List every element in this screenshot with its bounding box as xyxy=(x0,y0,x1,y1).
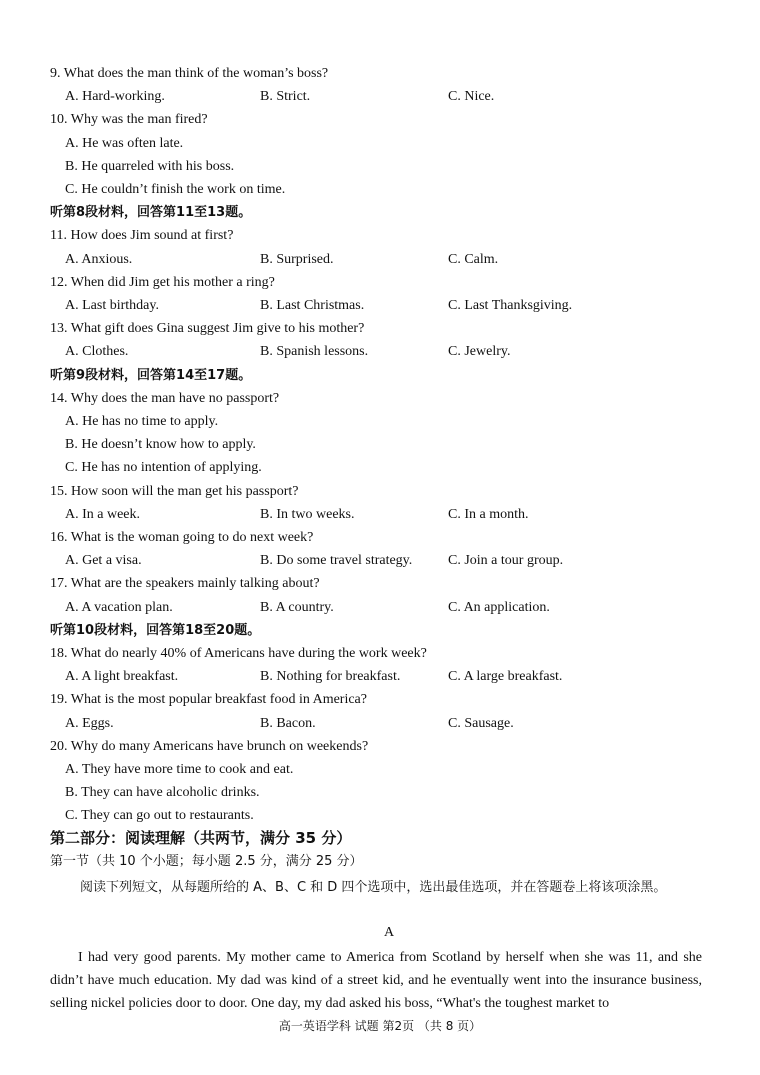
option-b: B. They can have alcoholic drinks. xyxy=(65,785,260,801)
option-b: B. He quarreled with his boss. xyxy=(65,158,235,174)
option-a: A. He has no time to apply. xyxy=(65,414,219,429)
option-b: B. He doesn’t know how to apply. xyxy=(65,437,256,453)
question-stem: 19. What is the most popular breakfast food in America? xyxy=(50,692,367,708)
part2-subtitle: 第一节（共 10 个小题；每小题 2.5 分，满分 25 分） xyxy=(50,854,363,869)
option-a: A. In a week. xyxy=(65,506,141,522)
option-b: B. Nothing for breakfast. xyxy=(260,669,401,685)
question-stem: 18. What do nearly 40% of Americans have during the work week? xyxy=(50,646,427,661)
option-a: A. A vacation plan. xyxy=(65,599,173,615)
option-a: A. Clothes. xyxy=(65,344,129,360)
option-a: A. Anxious. xyxy=(65,251,133,267)
option-c: C. They can go out to restaurants. xyxy=(65,808,254,824)
option-a: A. Last birthday. xyxy=(65,298,159,313)
page-footer: 高一英语学科 试题 第2页 （共 8 页） xyxy=(278,1019,482,1033)
option-a: A. Hard-working. xyxy=(65,89,165,105)
question-stem: 12. When did Jim get his mother a ring? xyxy=(50,274,275,290)
option-b: B. A country. xyxy=(260,599,334,615)
reading-instruction: 阅读下列短文，从每题所给的 A、B、C 和 D 四个选项中，选出最佳选项，并在答题卷上将该项涂黑。 xyxy=(80,880,667,895)
section-heading: 听第8段材料，回答第11至13题。 xyxy=(50,205,252,221)
option-a: A. Eggs. xyxy=(65,715,114,731)
option-c: C. Last Thanksgiving. xyxy=(448,298,573,313)
option-b: B. Spanish lessons. xyxy=(260,344,369,360)
option-c: C. A large breakfast. xyxy=(448,669,563,685)
section-heading: 听第9段材料，回答第14至17题。 xyxy=(50,367,252,383)
question-stem: 13. What gift does Gina suggest Jim give to his mother? xyxy=(50,321,365,337)
question-stem: 10. Why was the man fired? xyxy=(50,112,208,128)
passage-paragraph: I had very good parents. My mother came to America from Scotland by herself when she was 11, and she didn’t have much education. My dad was kind of a street kid, and he eventually went into the insurance business, selling nickel policies door to door. One day, my dad asked his boss, “What's the toughest market to xyxy=(50,950,702,1011)
option-c: C. He couldn’t finish the work on time. xyxy=(65,182,286,197)
passage-label: A xyxy=(384,925,395,940)
question-stem: 11. How does Jim sound at first? xyxy=(50,228,234,244)
question-stem: 20. Why do many Americans have brunch on weekends? xyxy=(50,738,369,754)
part2-title: 第二部分：阅读理解（共两节，满分 35 分） xyxy=(50,829,352,847)
option-a: A. He was often late. xyxy=(65,135,184,151)
option-a: A. A light breakfast. xyxy=(65,669,179,685)
option-c: C. Nice. xyxy=(448,89,495,105)
option-c: C. Jewelry. xyxy=(448,344,511,360)
option-b: B. Bacon. xyxy=(260,715,316,731)
option-c: C. Calm. xyxy=(448,251,499,267)
option-c: C. Sausage. xyxy=(448,715,514,731)
question-stem: 15. How soon will the man get his passport? xyxy=(50,483,299,499)
option-b: B. Last Christmas. xyxy=(260,298,365,313)
option-b: B. Do some travel strategy. xyxy=(260,553,413,569)
option-b: B. In two weeks. xyxy=(260,506,355,522)
question-stem: 16. What is the woman going to do next week? xyxy=(50,530,314,545)
option-b: B. Surprised. xyxy=(260,251,334,267)
question-stem: 14. Why does the man have no passport? xyxy=(50,390,280,406)
option-c: C. He has no intention of applying. xyxy=(65,460,262,476)
option-a: A. Get a visa. xyxy=(65,553,142,569)
option-b: B. Strict. xyxy=(260,89,311,105)
option-c: C. In a month. xyxy=(448,506,529,522)
option-c: C. Join a tour group. xyxy=(448,553,564,569)
section-heading: 听第10段材料，回答第18至20题。 xyxy=(50,622,261,638)
option-a: A. They have more time to cook and eat. xyxy=(65,762,294,777)
question-stem: 17. What are the speakers mainly talking about? xyxy=(50,576,320,592)
option-c: C. An application. xyxy=(448,599,550,615)
question-stem: 9. What does the man think of the woman’s boss? xyxy=(50,66,329,81)
